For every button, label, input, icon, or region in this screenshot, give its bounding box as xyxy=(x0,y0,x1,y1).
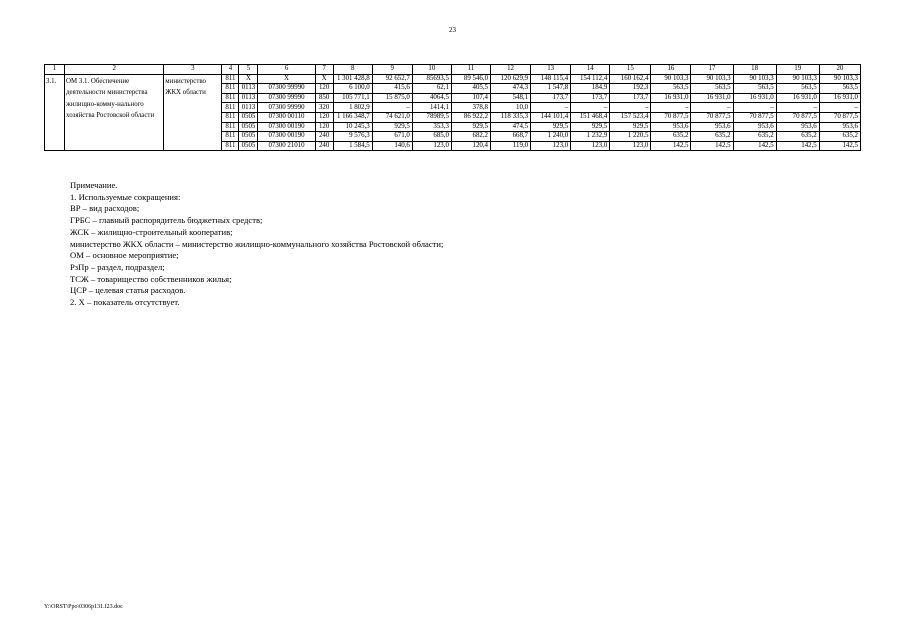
table-cell: 929,5 xyxy=(610,122,651,132)
table-cell: 4064,5 xyxy=(412,93,451,103)
table-cell: 74 621,0 xyxy=(372,112,412,122)
table-cell: 70 877,5 xyxy=(733,112,776,122)
table-cell: 123,0 xyxy=(412,141,451,151)
table-cell: Х xyxy=(315,74,333,84)
table-cell: 9 576,3 xyxy=(333,132,372,142)
table-cell: 240 xyxy=(315,141,333,151)
column-number-18: 18 xyxy=(733,65,776,75)
table-cell: 563,5 xyxy=(733,84,776,94)
note-line: 2. Х – показатель отсутствует. xyxy=(70,297,180,308)
table-cell: 173,7 xyxy=(571,93,610,103)
table-cell: 635,2 xyxy=(651,132,691,142)
table-cell: 151 468,4 xyxy=(571,112,610,122)
table-cell: 811 xyxy=(222,93,239,103)
table-cell: 119,0 xyxy=(491,141,531,151)
table-cell: 90 103,3 xyxy=(733,74,776,84)
table-cell: 142,5 xyxy=(651,141,691,151)
table-cell: 682,2 xyxy=(451,132,490,142)
table-cell: 1 166 348,7 xyxy=(333,112,372,122)
table-cell: 240 xyxy=(315,132,333,142)
page-number: 23 xyxy=(449,26,456,34)
note-line: РзПр – раздел, подраздел; xyxy=(70,261,165,272)
notes-heading: Примечание. xyxy=(70,180,118,190)
table-cell: 474,3 xyxy=(491,84,531,94)
table-cell: 86 922,2 xyxy=(451,112,490,122)
column-number-8: 8 xyxy=(333,65,372,75)
table-cell: 0505 xyxy=(239,122,258,132)
column-number-3: 3 xyxy=(164,65,222,75)
table-cell: 90 103,3 xyxy=(651,74,691,84)
table-cell: 474,5 xyxy=(491,122,531,132)
table-cell: 142,5 xyxy=(691,141,733,151)
table-cell: 85693,5 xyxy=(412,74,451,84)
table-cell: 378,8 xyxy=(451,103,490,113)
table-cell: – xyxy=(610,103,651,113)
table-cell: – xyxy=(776,103,819,113)
table-cell: 635,2 xyxy=(776,132,819,142)
table-cell: 148 115,4 xyxy=(531,74,571,84)
table-cell: 78989,5 xyxy=(412,112,451,122)
table-cell: 10 245,3 xyxy=(333,122,372,132)
table-cell: – xyxy=(819,103,860,113)
table-cell: 07300 99990 xyxy=(258,103,315,113)
table-cell: 1 547,8 xyxy=(531,84,571,94)
table-cell: 0505 xyxy=(239,112,258,122)
table-cell: 123,0 xyxy=(531,141,571,151)
table-cell: 0113 xyxy=(239,84,258,94)
note-line: ВР – вид расходов; xyxy=(70,203,140,214)
table-cell: 548,1 xyxy=(491,93,531,103)
table-cell: 90 103,3 xyxy=(776,74,819,84)
item-agency: министерство ЖКХ области xyxy=(164,74,222,151)
table-cell: 929,5 xyxy=(571,122,610,132)
table-cell: 118 335,3 xyxy=(491,112,531,122)
table-cell: 1 301 428,8 xyxy=(333,74,372,84)
table-cell: 811 xyxy=(222,112,239,122)
table-cell: 6 100,0 xyxy=(333,84,372,94)
table-cell: 0505 xyxy=(239,141,258,151)
column-number-14: 14 xyxy=(571,65,610,75)
table-cell: – xyxy=(372,103,412,113)
table-cell: 929,5 xyxy=(531,122,571,132)
item-description: ОМ 3.1. Обеспечение деятельности министерства жилищно-комму-нального хозяйства Ростовской области xyxy=(65,74,164,151)
table-cell: Х xyxy=(258,74,315,84)
table-cell: 142,5 xyxy=(819,141,860,151)
table-cell: 70 877,5 xyxy=(819,112,860,122)
table-cell: Х xyxy=(239,74,258,84)
table-cell: 160 162,4 xyxy=(610,74,651,84)
table-cell: 192,3 xyxy=(610,84,651,94)
table-cell: 70 877,5 xyxy=(776,112,819,122)
table-cell: 120 xyxy=(315,122,333,132)
table-cell: 142,5 xyxy=(733,141,776,151)
table-cell: 123,0 xyxy=(610,141,651,151)
column-number-11: 11 xyxy=(451,65,490,75)
table-cell: 123,0 xyxy=(571,141,610,151)
table-cell: 635,2 xyxy=(819,132,860,142)
table-cell: 120 xyxy=(315,112,333,122)
table-cell: 953,6 xyxy=(651,122,691,132)
table-cell: 811 xyxy=(222,103,239,113)
column-number-1: 1 xyxy=(45,65,65,75)
note-line: ТСЖ – товарищество собственников жилья; xyxy=(70,273,232,284)
table-cell: 1 802,9 xyxy=(333,103,372,113)
column-number-4: 4 xyxy=(222,65,239,75)
table-cell: 953,6 xyxy=(691,122,733,132)
table-cell: – xyxy=(691,103,733,113)
notes xyxy=(70,180,443,309)
note-line: ЦСР – целевая статья расходов. xyxy=(70,285,186,296)
table-cell: 635,2 xyxy=(691,132,733,142)
table-cell: – xyxy=(651,103,691,113)
table-cell: 154 112,4 xyxy=(571,74,610,84)
table-cell: 105 771,1 xyxy=(333,93,372,103)
table-cell: 90 103,3 xyxy=(691,74,733,84)
table-cell: 10,0 xyxy=(491,103,531,113)
note-line: ГРБС – главный распорядитель бюджетных средств; xyxy=(70,215,263,226)
table-cell: 811 xyxy=(222,141,239,151)
table-cell: 811 xyxy=(222,122,239,132)
column-number-20: 20 xyxy=(819,65,860,75)
table-cell: 405,5 xyxy=(451,84,490,94)
column-number-7: 7 xyxy=(315,65,333,75)
table-cell: 563,5 xyxy=(819,84,860,94)
note-line: ОМ – основное мероприятие; xyxy=(70,250,179,261)
column-number-13: 13 xyxy=(531,65,571,75)
table-cell: 668,7 xyxy=(491,132,531,142)
column-number-15: 15 xyxy=(610,65,651,75)
column-number-5: 5 xyxy=(239,65,258,75)
table-cell: 850 xyxy=(315,93,333,103)
table-cell: 07300 00110 xyxy=(258,112,315,122)
table-cell: 15 875,0 xyxy=(372,93,412,103)
table-cell: 07300 00190 xyxy=(258,132,315,142)
table-cell: 140,6 xyxy=(372,141,412,151)
table-cell: 635,2 xyxy=(733,132,776,142)
column-number-16: 16 xyxy=(651,65,691,75)
table-cell: 0113 xyxy=(239,103,258,113)
table-cell: – xyxy=(531,103,571,113)
table-cell: 120 629,9 xyxy=(491,74,531,84)
table-cell: 929,5 xyxy=(451,122,490,132)
table-cell: 353,3 xyxy=(412,122,451,132)
column-number-19: 19 xyxy=(776,65,819,75)
column-number-9: 9 xyxy=(372,65,412,75)
table-cell: 1 584,5 xyxy=(333,141,372,151)
table-cell: 1 232,9 xyxy=(571,132,610,142)
table-cell: 0505 xyxy=(239,132,258,142)
table-cell: 811 xyxy=(222,132,239,142)
table-cell: 953,6 xyxy=(776,122,819,132)
table-cell: 671,0 xyxy=(372,132,412,142)
note-line: ЖСК – жилищно-строительный кооператив; xyxy=(70,226,233,237)
table-cell: 1 240,0 xyxy=(531,132,571,142)
table-cell: 07300 21010 xyxy=(258,141,315,151)
column-number-17: 17 xyxy=(691,65,733,75)
table-cell: 120 xyxy=(315,84,333,94)
table-cell: 07300 99990 xyxy=(258,84,315,94)
table-cell: 120,4 xyxy=(451,141,490,151)
table-cell: 811 xyxy=(222,74,239,84)
table-cell: 70 877,5 xyxy=(651,112,691,122)
table-cell: 142,5 xyxy=(776,141,819,151)
table-cell: 16 931,0 xyxy=(776,93,819,103)
table-cell: – xyxy=(733,103,776,113)
table-cell: – xyxy=(571,103,610,113)
table-cell: 144 101,4 xyxy=(531,112,571,122)
table-cell: 07300 00190 xyxy=(258,122,315,132)
table-cell: 157 523,4 xyxy=(610,112,651,122)
table-cell: 184,9 xyxy=(571,84,610,94)
table-cell: 07300 99990 xyxy=(258,93,315,103)
table-cell: 1 220,5 xyxy=(610,132,651,142)
table-cell: 107,4 xyxy=(451,93,490,103)
table-cell: 953,6 xyxy=(733,122,776,132)
item-number: 3.1. xyxy=(45,74,65,151)
table-cell: 16 931,0 xyxy=(733,93,776,103)
table-cell: 92 652,7 xyxy=(372,74,412,84)
table-cell: 929,5 xyxy=(372,122,412,132)
table-cell: 173,7 xyxy=(610,93,651,103)
table-cell: 0113 xyxy=(239,93,258,103)
table-cell: 320 xyxy=(315,103,333,113)
table-cell: 70 877,5 xyxy=(691,112,733,122)
table-cell: 685,0 xyxy=(412,132,451,142)
note-line: 1. Используемые сокращения: xyxy=(70,191,181,202)
table-cell: 62,1 xyxy=(412,84,451,94)
note-line: министерство ЖКХ области – министерство жилищно-коммунального хозяйства Ростовской области; xyxy=(70,238,444,249)
column-number-2: 2 xyxy=(65,65,164,75)
table-cell: 89 546,0 xyxy=(451,74,490,84)
table-cell: 415,6 xyxy=(372,84,412,94)
column-number-12: 12 xyxy=(491,65,531,75)
budget-table xyxy=(44,64,861,151)
table-cell: 16 931,0 xyxy=(819,93,860,103)
table-cell: 90 103,3 xyxy=(819,74,860,84)
table-cell: 811 xyxy=(222,84,239,94)
table-cell: 16 931,0 xyxy=(691,93,733,103)
column-number-6: 6 xyxy=(258,65,315,75)
column-number-10: 10 xyxy=(412,65,451,75)
table-cell: 953,6 xyxy=(819,122,860,132)
table-cell: 173,7 xyxy=(531,93,571,103)
table-cell: 563,5 xyxy=(651,84,691,94)
table-cell: 563,5 xyxy=(691,84,733,94)
table-header-row xyxy=(45,65,861,75)
table-cell: 1414,1 xyxy=(412,103,451,113)
table-cell: 16 931,0 xyxy=(651,93,691,103)
table-cell: 563,5 xyxy=(776,84,819,94)
footer-file-path: Y:\ORST\Ppo\0306p131.f23.doc xyxy=(44,604,123,610)
table-row xyxy=(45,74,861,84)
